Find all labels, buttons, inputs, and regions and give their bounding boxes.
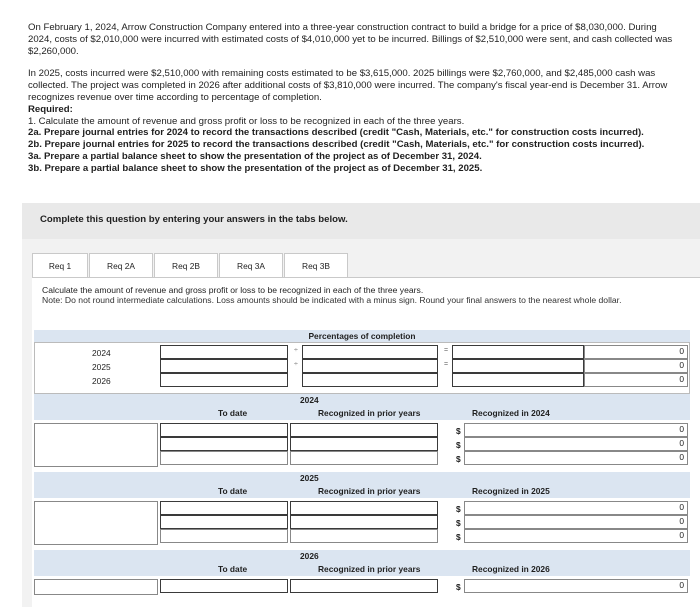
pct-2024-numerator-input[interactable] — [160, 345, 288, 359]
2025-expense-prior-input[interactable] — [290, 515, 438, 529]
2026-revenue-to-date-input[interactable] — [160, 579, 288, 593]
section-2025-to-date: To date — [218, 486, 248, 496]
pct-2026-result: 0 — [584, 373, 688, 387]
equals-icon: = — [444, 347, 449, 354]
section-2025-prior: Recognized in prior years — [318, 486, 421, 496]
tab-req-1[interactable]: Req 1 — [32, 253, 88, 277]
tab-req-3b[interactable]: Req 3B — [284, 253, 348, 277]
divide-icon: ÷ — [294, 361, 298, 368]
pct-2024-denominator-input[interactable] — [302, 345, 438, 359]
section-2025-current: Recognized in 2025 — [472, 486, 550, 496]
pct-2026-result-input[interactable] — [452, 373, 584, 387]
2024-revenue-recognized: 0 — [464, 423, 688, 437]
section-2026-to-date: To date — [218, 564, 248, 574]
pct-year-2025: 2025 — [92, 362, 111, 372]
pct-header-label: Percentages of completion — [308, 331, 416, 341]
pct-2025-result-input[interactable] — [452, 359, 584, 373]
2026-revenue-recognized: 0 — [464, 579, 688, 593]
pct-2024-result-input[interactable] — [452, 345, 584, 359]
pct-2025-result: 0 — [584, 359, 688, 373]
pct-2024-result: 0 — [584, 345, 688, 359]
dollar-sign: $ — [456, 518, 461, 528]
pct-2025-denominator-input[interactable] — [302, 359, 438, 373]
requirements-list — [28, 104, 678, 175]
tab-req-2b[interactable]: Req 2B — [154, 253, 218, 277]
section-2026-prior: Recognized in prior years — [318, 564, 421, 574]
pct-2026-denominator-input[interactable] — [302, 373, 438, 387]
dollar-sign: $ — [456, 454, 461, 464]
requirement-3a: 3a. Prepare a partial balance sheet to show the presentation of the project as of December 31, 2024. — [28, 150, 482, 162]
divide-icon: ÷ — [294, 347, 298, 354]
section-2026-current: Recognized in 2026 — [472, 564, 550, 574]
section-2024-prior: Recognized in prior years — [318, 408, 421, 418]
dollar-sign: $ — [456, 504, 461, 514]
dollar-sign: $ — [456, 532, 461, 542]
2024-gross-recognized: 0 — [464, 451, 688, 465]
problem-paragraph-1: On February 1, 2024, Arrow Construction Company entered into a three-year construction contract to build a bridge for a price of $8,030,000. During 2024, costs of $2,010,000 were incurred with estimated costs of $4,010,000 yet to be incurred. Billings of $2,510,000 were sent, and cash collected was $2,260,000. — [28, 22, 673, 57]
2025-expense-to-date-input[interactable] — [160, 515, 288, 529]
2024-expense-prior-input[interactable] — [290, 437, 438, 451]
instructions-text: Calculate the amount of revenue and gross profit or loss to be recognized in each of the three years. — [42, 285, 424, 295]
2025-revenue-recognized: 0 — [464, 501, 688, 515]
required-label: Required: — [28, 103, 73, 115]
section-2024-to-date: To date — [218, 408, 248, 418]
2025-gross-to-date — [160, 529, 288, 543]
question-panel — [22, 239, 700, 607]
pct-2025-numerator-input[interactable] — [160, 359, 288, 373]
section-2024-current: Recognized in 2024 — [472, 408, 550, 418]
complete-question-bar: Complete this question by entering your answers in the tabs below. — [22, 203, 700, 239]
section-2026-year: 2026 — [300, 551, 319, 561]
dollar-sign: $ — [456, 426, 461, 436]
2025-expense-recognized: 0 — [464, 515, 688, 529]
tab-req-2a[interactable]: Req 2A — [89, 253, 153, 277]
requirement-2b: 2b. Prepare journal entries for 2025 to record the transactions described (credit "Cash, Materials, etc." for construction costs incurred). — [28, 139, 645, 151]
2025-revenue-to-date-input[interactable] — [160, 501, 288, 515]
requirement-tabs — [32, 253, 349, 277]
2024-expense-recognized: 0 — [464, 437, 688, 451]
requirement-3b: 3b. Prepare a partial balance sheet to show the presentation of the project as of December 31, 2025. — [28, 162, 483, 174]
pct-2026-numerator-input[interactable] — [160, 373, 288, 387]
rounding-note: Note: Do not round intermediate calculations. Loss amounts should be indicated with a minus sign. Round your final answers to the nearest whole dollar. — [42, 295, 622, 305]
2024-revenue-to-date-input[interactable] — [160, 423, 288, 437]
dollar-sign: $ — [456, 582, 461, 592]
2026-revenue-prior-input[interactable] — [290, 579, 438, 593]
requirement-2a: 2a. Prepare journal entries for 2024 to record the transactions described (credit "Cash, Materials, etc." for construction costs incurred). — [28, 127, 644, 139]
tab-req-3a[interactable]: Req 3A — [219, 253, 283, 277]
2025-gross-prior — [290, 529, 438, 543]
equals-icon: = — [444, 361, 449, 368]
2024-revenue-prior-input[interactable] — [290, 423, 438, 437]
2025-gross-recognized: 0 — [464, 529, 688, 543]
2024-gross-prior — [290, 451, 438, 465]
problem-paragraph-2: In 2025, costs incurred were $2,510,000 with remaining costs estimated to be $3,615,000. 2025 billings were $2,760,000, and $2,485,000 cash was collected. The project was completed in 2026 after additional costs of $3,810,000 were incurred. The company's fiscal year-end is December 31. Arrow recognizes revenue over time according to percentage of completion. — [28, 68, 668, 103]
problem-statement — [28, 22, 678, 175]
requirement-1: 1. Calculate the amount of revenue and gross profit or loss to be recognized in each of the three years. — [28, 115, 465, 127]
pct-year-2024: 2024 — [92, 348, 111, 358]
2024-gross-to-date — [160, 451, 288, 465]
pct-header — [34, 330, 690, 342]
dollar-sign: $ — [456, 440, 461, 450]
section-2024-year: 2024 — [300, 395, 319, 405]
2025-revenue-prior-input[interactable] — [290, 501, 438, 515]
pct-year-2026: 2026 — [92, 376, 111, 386]
2024-expense-to-date-input[interactable] — [160, 437, 288, 451]
section-2025-year: 2025 — [300, 473, 319, 483]
tab-content-req-1 — [32, 278, 700, 607]
